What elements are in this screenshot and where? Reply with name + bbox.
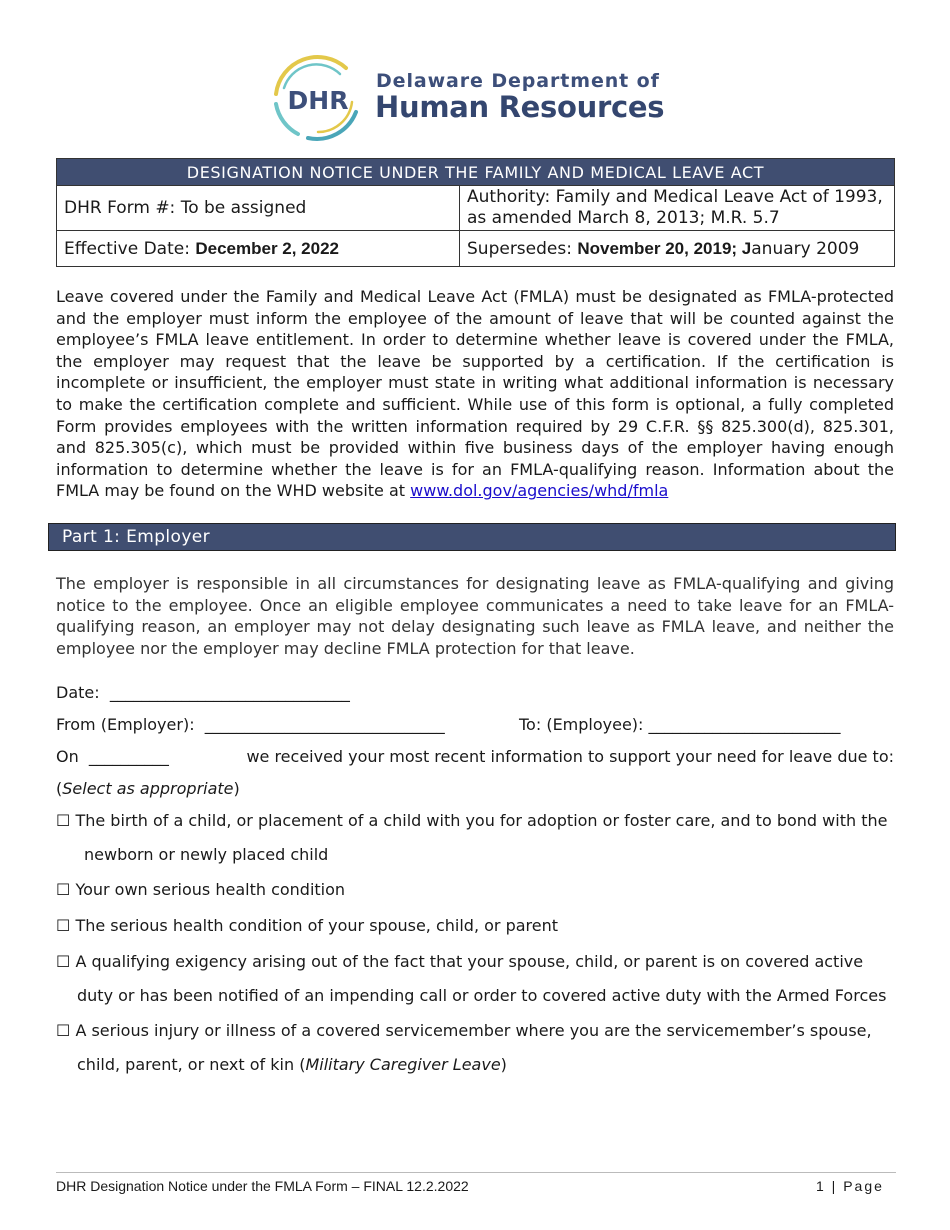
select-open: ( [56,779,63,798]
dhr-logo [268,54,688,142]
effective-date [57,231,460,267]
footer-form-name: DHR Designation Notice under the FMLA Form – FINAL 12.2.2022 [56,1178,469,1194]
to-blank[interactable]: ________________________ [648,715,841,734]
caregiver-post: ) [500,1055,507,1074]
page-number: 1 | Page [816,1178,884,1194]
option-qualifying-exigency[interactable] [56,945,894,1013]
part1-heading: Part 1: Employer [48,523,896,551]
from-blank[interactable]: ______________________________ [204,715,445,734]
caregiver-italic: Military Caregiver Leave [305,1055,501,1074]
footer-divider [56,1172,896,1173]
to-label: To: (Employee): [519,715,644,734]
option-family-health[interactable] [56,909,894,943]
part1-paragraph: The employer is responsible in all circumstances for designating leave as FMLA-qualifying and giving notice to the employee. Once an eligible employee communicates a need to take leave for an FMLA-qualifying reason, an employer may not delay designating such leave as FMLA leave, and neither the employee nor the employer may decline FMLA protection for that leave. [56,574,894,658]
whd-link[interactable]: www.dol.gov/agencies/whd/fmla [410,481,669,501]
checkbox[interactable]: ☐ [56,1021,71,1040]
from-label: From (Employer): [56,715,195,734]
to-employee-field[interactable] [519,715,841,734]
option-text: A qualifying exigency arising out of the fact that your spouse, child, or parent is on covered active [75,952,864,971]
checkbox[interactable]: ☐ [56,811,71,830]
select-close: ) [233,779,240,798]
option-own-health[interactable] [56,873,894,907]
option-text: The birth of a child, or placement of a child with you for adoption or foster care, and to bond with the [75,811,888,830]
checkbox[interactable]: ☐ [56,916,71,935]
option-text: A serious injury or illness of a covered servicemember where you are the servicemember’s spouse, [75,1021,872,1040]
intro-text: Leave covered under the Family and Medical Leave Act (FMLA) must be designated as FMLA-protected and the employer must inform the employee of the amount of leave that will be counted against the employee’s FMLA leave entitlement. In order to determine whether leave is covered under the FMLA, the employer may request that the leave be supported by a certification. If the certification is incomplete or insufficient, the employer must state in writing what additional information is necessary to make the certification complete and sufficient. While use of this form is optional, a fully completed Form provides employees with the written information required by 29 C.F.R. §§ 825.300(d), 825.301, and 825.305(c), which must be provided within five business days of the employer having enough information to determine whether the leave is for an FMLA-qualifying reason. Information about the FMLA may be found on the WHD website at [56,287,894,501]
select-italic: Select as appropriate [62,779,234,798]
on-date-field[interactable] [56,747,169,766]
supersedes-rest: anuary 2009 [751,238,860,259]
option-birth-placement[interactable] [56,804,894,872]
supersedes-label: Supersedes: [467,238,578,259]
effective-label: Effective Date: [64,238,196,259]
logo-line2: Human Resources [375,90,665,124]
on-label: On [56,747,79,766]
on-blank[interactable]: __________ [88,747,169,766]
form-number: DHR Form #: To be assigned [57,186,460,231]
logo-initials: DHR [287,86,349,115]
option-military-caregiver[interactable] [56,1014,894,1082]
received-text: we received your most recent information to support your need for leave due to: [246,747,894,766]
option-text: Your own serious health condition [75,880,346,899]
dhr-seal-icon [268,54,368,142]
from-employer-field[interactable] [56,715,445,734]
authority: Authority: Family and Medical Leave Act of 1993, as amended March 8, 2013; M.R. 5.7 [460,186,895,231]
option-text-cont [56,1048,894,1082]
effective-value: December 2, 2022 [195,238,339,258]
caregiver-pre: child, parent, or next of kin ( [77,1055,306,1074]
select-instruction [56,779,240,798]
supersedes [460,231,895,267]
intro-paragraph [56,286,894,502]
option-text-cont: duty or has been notified of an impending call or order to covered active duty with the Armed Forces [77,986,887,1005]
date-field[interactable] [56,683,350,702]
date-label: Date: [56,683,100,702]
logo-line1: Delaware Department of [376,70,660,92]
option-text-cont: newborn or newly placed child [84,845,329,864]
checkbox[interactable]: ☐ [56,952,71,971]
option-text: The serious health condition of your spouse, child, or parent [75,916,559,935]
supersedes-bold: November 20, 2019; J [577,238,752,258]
form-title: DESIGNATION NOTICE UNDER THE FAMILY AND MEDICAL LEAVE ACT [57,159,895,186]
form-header-table [56,158,895,267]
checkbox[interactable]: ☐ [56,880,71,899]
date-blank[interactable]: ______________________________ [109,683,350,702]
